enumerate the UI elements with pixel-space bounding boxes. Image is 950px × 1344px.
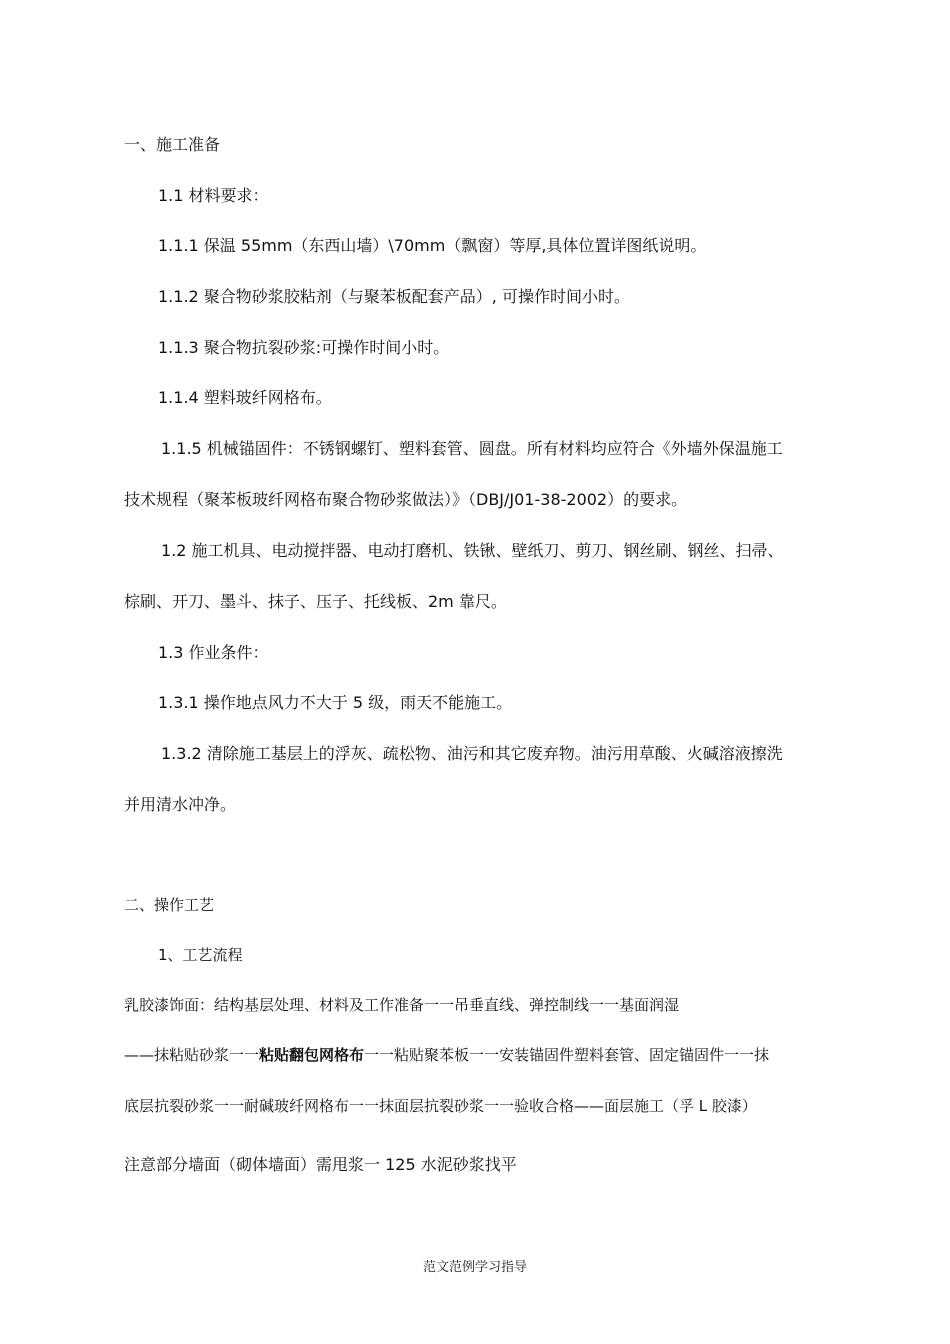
paragraph-1-1-5-line-1: 1.1.5 机械锚固件：不锈钢螺钉、塑料套管、圆盘。所有材料均应符合《外墙外保温施工 [161, 439, 783, 458]
paragraph-1-3-2-line-1: 1.3.2 清除施工基层上的浮灰、疏松物、油污和其它废弃物。油污用草酸、火碱溶液擦洗 [161, 744, 783, 763]
process-flow-line-2 [124, 1045, 769, 1065]
section-heading-1: 一、施工准备 [124, 135, 221, 154]
paragraph-1-2-line-2: 棕刷、开刀、墨斗、抹子、压子、托线板、2m 靠尺。 [124, 592, 507, 611]
paragraph-2-1: 1、工艺流程 [158, 946, 243, 964]
process-flow-line-2-end: 一一粘贴聚苯板一一安装锚固件塑料套管、固定锚固件一一抹 [364, 1046, 770, 1064]
page-footer: 范文范例学习指导 [422, 1260, 527, 1275]
paragraph-1-3-2-line-2: 并用清水冲净。 [124, 795, 237, 814]
paragraph-1-1-3: 1.1.3 聚合物抗裂砂浆:可操作时间小时。 [158, 338, 450, 357]
paragraph-1-3: 1.3 作业条件： [158, 643, 269, 662]
note-paragraph: 注意部分墙面（砌体墙面）需甩浆一 125 水泥砂浆找平 [124, 1155, 517, 1174]
paragraph-1-1-4: 1.1.4 塑料玻纤网格布。 [158, 388, 332, 407]
process-flow-line-2-start: ——抹粘贴砂浆一一 [124, 1046, 260, 1064]
process-flow-line-3: 底层抗裂砂浆一一耐碱玻纤网格布一一抹面层抗裂砂浆一一验收合格——面层施工（孚 L 胶漆） [124, 1097, 757, 1115]
paragraph-1-1: 1.1 材料要求： [158, 186, 269, 205]
paragraph-1-1-5-line-2: 技术规程（聚苯板玻纤网格布聚合物砂浆做法）》（DBJ/J01-38-2002）的要求。 [124, 490, 688, 509]
paragraph-1-1-1: 1.1.1 保温 55mm（东西山墙）\70mm（飘窗）等厚,具体位置详图纸说明。 [158, 236, 707, 255]
paragraph-1-1-2: 1.1.2 聚合物砂浆胶粘剂（与聚苯板配套产品）, 可操作时间小时。 [158, 287, 630, 306]
paragraph-1-2-line-1: 1.2 施工机具、电动搅拌器、电动打磨机、铁锹、壁纸刀、剪刀、钢丝刷、钢丝、扫帚、 [161, 541, 784, 560]
process-flow-bold-step: 粘贴翻包网格布 [259, 1046, 365, 1064]
section-heading-2: 二、操作工艺 [124, 896, 215, 914]
paragraph-1-3-1: 1.3.1 操作地点风力不大于 5 级，雨天不能施工。 [158, 693, 513, 712]
process-flow-line-1: 乳胶漆饰面：结构基层处理、材料及工作准备一一吊垂直线、弹控制线一一基面润湿 [124, 996, 680, 1014]
